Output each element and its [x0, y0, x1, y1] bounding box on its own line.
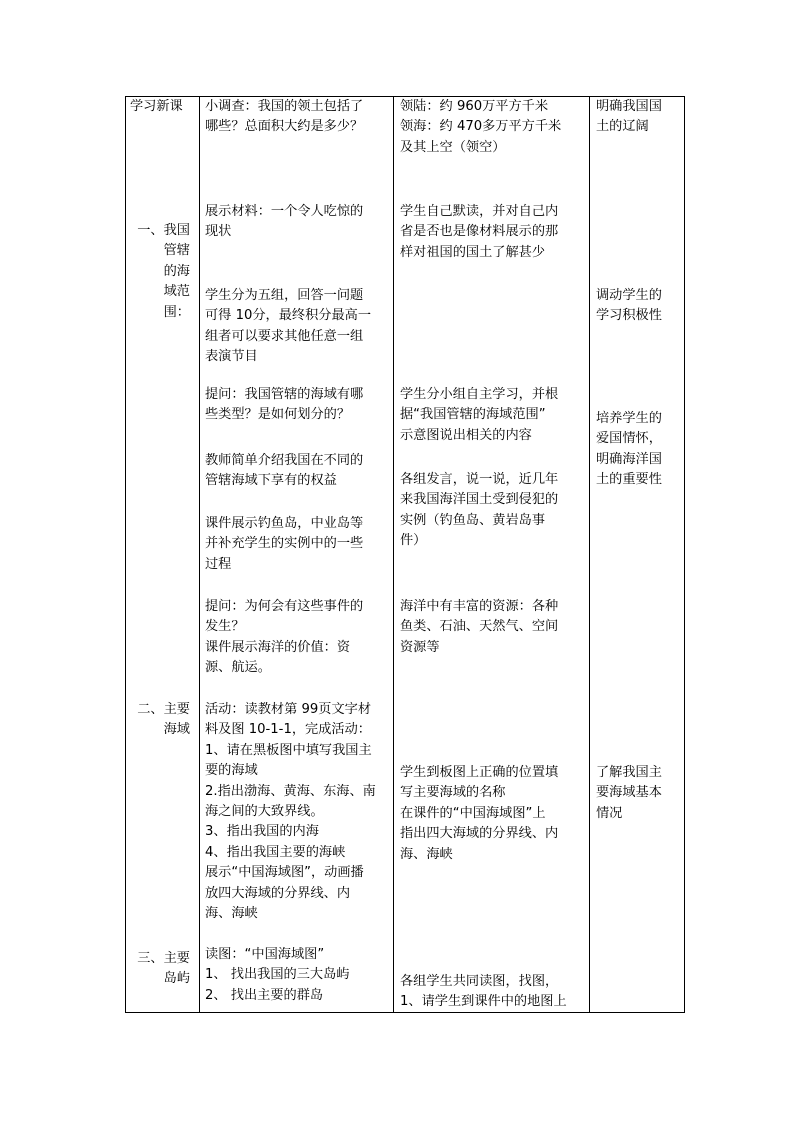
teacher-block-7: 提问：为何会有这些事件的 发生？ 课件展示海洋的价值：资 源、航运。	[205, 599, 364, 676]
section-3-label: 三、主要 岛屿	[137, 951, 190, 987]
student-block-3: 学生分小组自主学习，并根 据“我国管辖的海域范围” 示意图说出相关的内容	[400, 387, 559, 443]
teacher-block-5: 教师简单介绍我国在不同的 管辖海域下享有的权益	[205, 453, 364, 489]
intent-block-2: 调动学生的 学习积极性	[596, 288, 662, 324]
teacher-block-9: 读图：“中国海域图” 1、 找出我国的三大岛屿 2、 找出主要的群岛	[205, 947, 350, 1003]
section-1-label: 一、我国 管辖 的海 域范 围：	[137, 223, 190, 320]
student-block-4: 各组发言，说一说，近几年 来我国海洋国土受到侵犯的 实例（钓鱼岛、黄岩岛事 件）	[400, 472, 559, 549]
teacher-block-8: 活动：读教材第 99页文字材 料及图 10-1-1，完成活动： 1、请在黑板图中填写我国主 要的海域 2.指出渤海、黄海、东海、南 海之间的大致界线。 3、指出我国的内海 4、指出我国主要的海峡 展示“中国海域图”，动画播 放四大海域的分界线、内 海、海峡	[205, 702, 376, 922]
teacher-block-3: 学生分为五组，回答一问题 可得 10分，最终积分最高一 组者可以要求其他任意一组 表演节目	[205, 288, 372, 365]
student-block-1: 领陆：约 960万平方千米 领海：约 470多万平方千米 及其上空（领空）	[400, 99, 562, 155]
intent-block-4: 了解我国主 要海域基本 情况	[596, 765, 662, 821]
section-lesson-label: 学习新课	[130, 99, 183, 114]
teacher-block-6: 课件展示钓鱼岛，中业岛等 并补充学生的实例中的一些 过程	[205, 516, 364, 572]
intent-block-1: 明确我国国 土的辽阔	[596, 99, 662, 135]
teacher-block-2: 展示材料：一个令人吃惊的 现状	[205, 204, 364, 240]
student-block-2: 学生自己默读，并对自己内 省是否也是像材料展示的那 样对祖国的国土了解甚少	[400, 204, 559, 260]
teacher-block-4: 提问：我国管辖的海域有哪 些类型？是如何划分的？	[205, 387, 364, 423]
teacher-block-1: 小调查：我国的领土包括了 哪些？总面积大约是多少？	[205, 99, 364, 135]
student-block-6: 学生到板图上正确的位置填 写主要海域的名称 在课件的“中国海域图”上 指出四大海域的分界线、内 海、海峡	[400, 765, 559, 862]
student-block-7: 各组学生共同读图，找图， 1、请学生到课件中的地图上	[400, 974, 567, 1010]
intent-block-3: 培养学生的 爱国情怀， 明确海洋国 土的重要性	[596, 411, 662, 488]
section-2-label: 二、主要 海域	[137, 702, 190, 738]
student-block-5: 海洋中有丰富的资源：各种 鱼类、石油、天然气、空间 资源等	[400, 599, 559, 655]
